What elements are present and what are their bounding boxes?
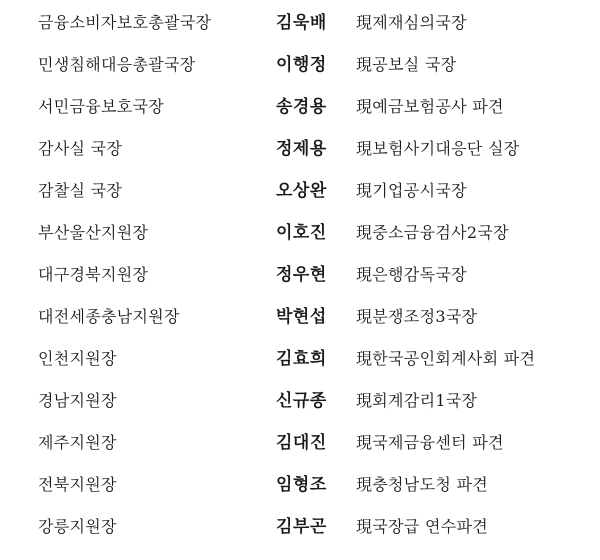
person-name: 박현섭 [276,307,327,327]
person-name: 이호진 [276,223,327,243]
current-post: 現국제금융센터 파견 [356,433,504,452]
table-row [0,428,600,458]
table-row [0,50,600,80]
table-row [0,302,600,332]
position-title: 대전세종충남지원장 [38,307,180,326]
position-title: 부산울산지원장 [38,223,149,242]
table-row [0,470,600,500]
position-title: 인천지원장 [38,349,117,368]
person-name: 김효희 [276,349,327,369]
position-title: 전북지원장 [38,475,117,494]
person-name: 임형조 [276,475,327,495]
current-post: 現기업공시국장 [356,181,467,200]
person-name: 정제용 [276,139,327,159]
table-row [0,218,600,248]
position-title: 감사실 국장 [38,139,123,158]
person-name: 김대진 [276,433,327,453]
current-post: 現국장급 연수파견 [356,517,488,536]
current-post: 現공보실 국장 [356,55,457,74]
current-post: 現중소금융검사2국장 [356,223,509,242]
table-row [0,344,600,374]
position-title: 감찰실 국장 [38,181,123,200]
person-name: 오상완 [276,181,327,201]
person-name: 이행정 [276,55,327,75]
current-post: 現회계감리1국장 [356,391,478,410]
current-post: 現한국공인회계사회 파견 [356,349,536,368]
person-name: 김부곤 [276,517,327,537]
current-post: 現보험사기대응단 실장 [356,139,520,158]
current-post: 現제재심의국장 [356,13,467,32]
table-row [0,260,600,290]
position-title: 강릉지원장 [38,517,117,536]
table-row [0,134,600,164]
position-title: 민생침해대응총괄국장 [38,55,196,74]
position-title: 제주지원장 [38,433,117,452]
person-name: 정우현 [276,265,327,285]
table-row [0,512,600,542]
table-row [0,386,600,416]
position-title: 대구경북지원장 [38,265,149,284]
table-row [0,8,600,38]
current-post: 現충청남도청 파견 [356,475,488,494]
person-name: 신규종 [276,391,327,411]
current-post: 現은행감독국장 [356,265,467,284]
table-row [0,92,600,122]
position-title: 경남지원장 [38,391,117,410]
current-post: 現분쟁조정3국장 [356,307,478,326]
current-post: 現예금보험공사 파견 [356,97,504,116]
person-name: 김욱배 [276,13,327,33]
table-row [0,176,600,206]
position-title: 서민금융보호국장 [38,97,165,116]
position-title: 금융소비자보호총괄국장 [38,13,212,32]
person-name: 송경용 [276,97,327,117]
